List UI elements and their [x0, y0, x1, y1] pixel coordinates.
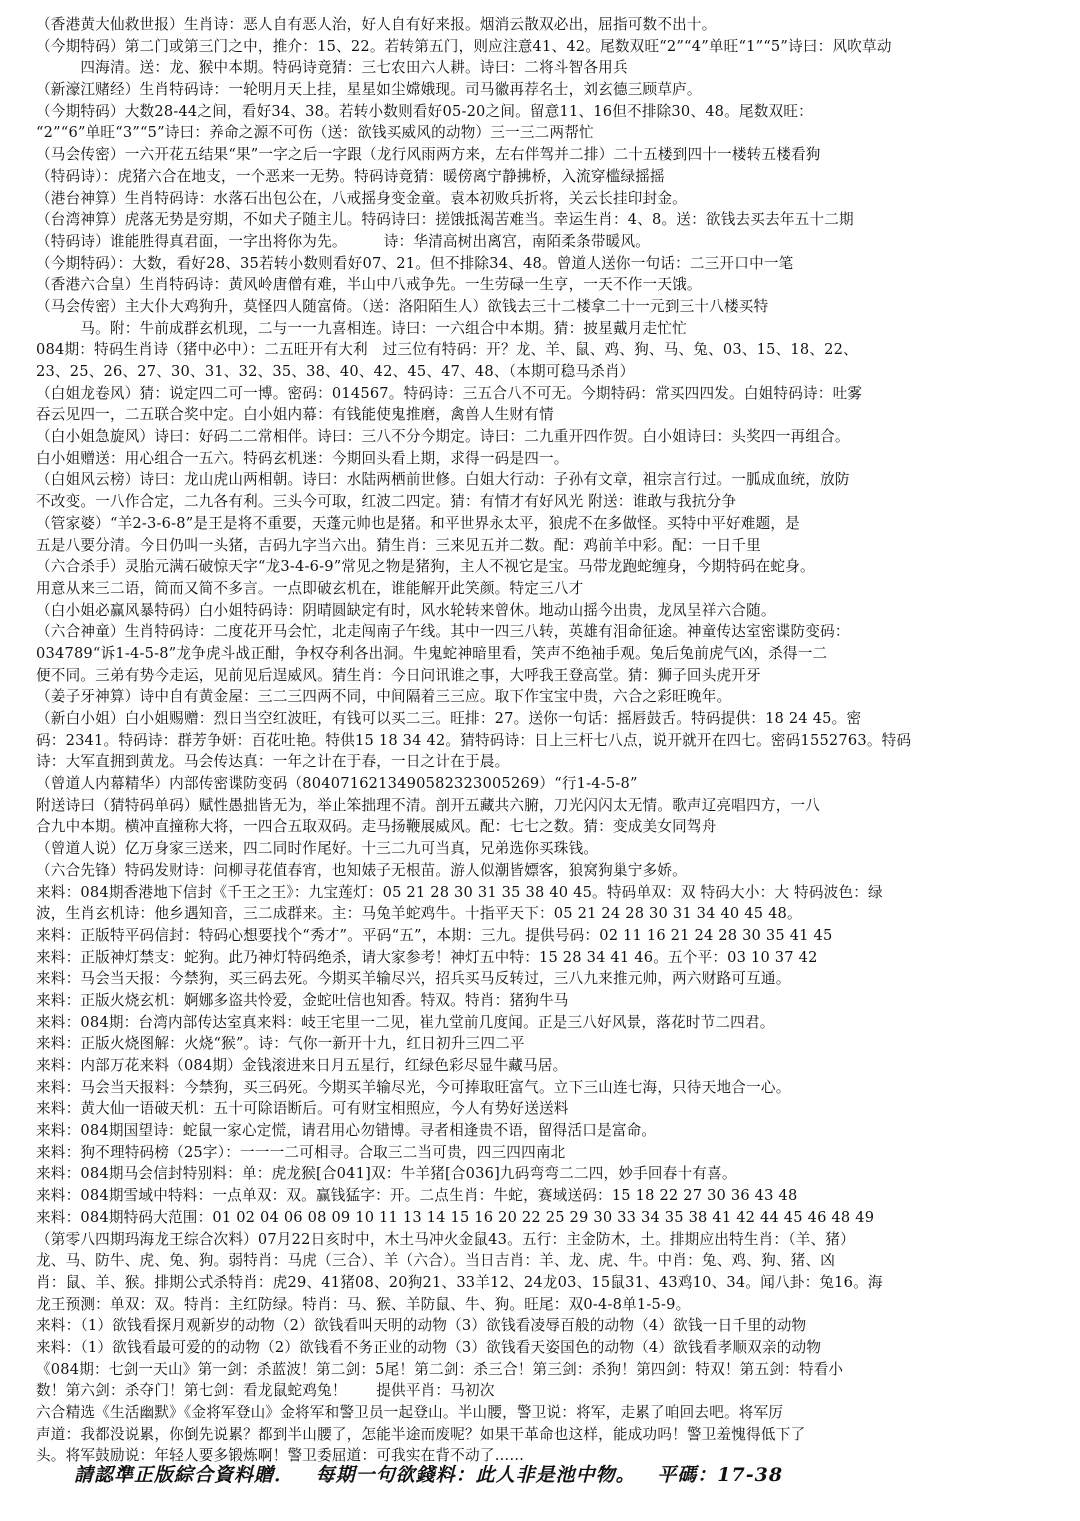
text-line: （新濠江赌经）生肖特码诗：一轮明月天上挂，星星如尘嫦娥现。司马徽再荐名士，刘玄德三顾草庐。	[36, 81, 702, 99]
text-line: 合九中本期。横冲直撞称大将，一四合五取双码。走马扬鞭展威风。配：七七之数。猜：变成美女同驾舟	[36, 818, 717, 836]
text-line: 不改变。一八作合定，二九各有利。三头今可取，红波二四定。猜：有情才有好风光 附送：谁敢与我抗分争	[36, 493, 737, 511]
text-line: 来料：正版神灯禁支：蛇狗。此乃神灯特码绝杀，请大家参考！神灯五中特：15 28 34 41 46。五个平：03 10 37 42	[36, 948, 818, 966]
text-line: （今期特码）第二门或第三门之中，推介：15、22。若转第五门，则应注意41、42。尾数双旺“2”“4”单旺“1”“5”诗曰：风吹草动	[36, 37, 892, 55]
text-line: （白小姐急旋风）诗曰：好码二二常相伴。诗曰：三八不分今期定。诗曰：二九重开四作贺。白小姐诗曰：头奖四一再组合。	[36, 428, 850, 446]
text-line: 诗：大军直拥到黄龙。马会传达真：一年之计在于春，一日之计在于晨。	[36, 753, 510, 771]
text-line: 084期：特码生肖诗（猪中必中）：二五旺开有大利 过三位有特码：开？龙、羊、鼠、鸡、狗、马、兔、03、15、18、22、	[36, 341, 858, 359]
text-line: 码：2341。特码诗：群芳争妍：百花吐艳。特供15 18 34 42。猜特码诗：日上三杆七八点，说开就开在四七。密码1552763。特码	[36, 731, 912, 749]
text-line: 数！第六剑：杀夺门！第七剑：看龙鼠蛇鸡兔！ 提供平肖：马初次	[36, 1382, 495, 1400]
text-line: （香港黄大仙救世报）生肖诗：恶人自有恶人治，好人自有好来报。烟消云散双必出，屈指可数不出十。	[36, 16, 717, 33]
text-line: 来料：084期香港地下信封《千王之王》：九宝莲灯：05 21 28 30 31 35 38 40 45。特码单双：双 特码大小：大 特码波色：绿	[36, 883, 883, 901]
text-line: 《084期：七剑一天山》第一剑：杀蓝波！第二剑：5尾！第二剑：杀三合！第三剑：杀狗！第四剑：特双！第五剑：特看小	[36, 1360, 844, 1378]
text-line: 来料：（1）欲钱看最可爱的的动物（2）欲钱看不务正业的动物（3）欲钱看天姿国色的动物（4）欲钱看孝顺双亲的动物	[36, 1338, 822, 1356]
text-line: （姜子牙神算）诗中自有黄金屋：三二三四两不同，中间隔着三三应。取下作宝宝中贵，六合之彩旺晚年。	[36, 688, 732, 706]
text-line: （曾道人内幕精华）内部传密谍防变码（804071621349058232300526​9）“行1-4-5-8”	[36, 775, 638, 793]
text-line: （六合神童）生肖特码诗：二度花开马会忙，北走闯南子午线。其中一四三八转，英雄有泪命征途。神童传达室密谍防变码：	[36, 623, 850, 641]
text-line: （新白小姐）白小姐赐赠：烈日当空红波旺，有钱可以买二三。旺排：27。送你一句话：摇唇鼓舌。特码提供：18 24 45。密	[36, 710, 862, 727]
text-line: （白姐龙卷风）猜：说定四二可一博。密码：014567。特码诗：三五合八不可无。今期特码：常买四四发。白姐特码诗：吐雾	[36, 384, 863, 402]
text-line: 便不同。三弟有势今走运，见前见后逞威风。猜生肖：今日问讯谁之事，大呼我王登高堂。猜：狮子回头虎开牙	[36, 666, 761, 684]
text-line: 来料：马会当天报料：今禁狗，买三码死。今期买羊输尽光，今可捧取旺富气。立下三山连七海，只待天地合一心。	[36, 1078, 791, 1096]
text-line: 声道：我都没说累，你倒先说累？都到半山腰了，怎能半途而废呢？如果干革命也这样，能成功吗！警卫羞愧得低下了	[36, 1425, 806, 1443]
text-line: （六合杀手）灵胎元满石破惊天字“龙3-4-6-9”常见之物是猪狗，主人不视它是宝。马带龙跑蛇缠身，今期特码在蛇身。	[36, 558, 815, 576]
text-line: 白小姐赠送：用心组合一五六。特码玄机迷：今期回头看上期，求得一码是四一。	[36, 449, 569, 467]
text-line: （第零八四期玛海龙王综合次料）07月22日亥时中，木土马冲火金鼠43。五行：主金防木，土。排期应出特生肖：（羊、猪）	[36, 1230, 855, 1248]
text-line: 来料：马会当天报：今禁狗，买三码去死。今期买羊输尽兴，招兵买马反转过，三八九来推元帅，两六财路可互通。	[36, 970, 791, 988]
text-line: （特码诗）：虎猪六合在地支，一个恶来一无势。特码诗竟猜：暖傍离宁静拂桥，入流穿槛绿摇摇	[36, 167, 665, 185]
text-line: 马。附：牛前成群玄机现，二与一一九喜相连。诗曰：一六组合中本期。猜：披星戴月走忙忙	[36, 319, 687, 337]
text-line: 来料：正版火烧玄机：婀娜多盗共怜爱，金蛇吐信也知香。特双。特肖：猪狗牛马	[36, 991, 569, 1009]
text-line: （今期特码）大数28-44之间，看好34、38。若转小数则看好05-20之间。留意11、16但不排除30、48。尾数双旺：	[36, 102, 813, 120]
footer	[74, 1460, 1054, 1487]
text-line: 23、25、26、27、30、31、32、35、38、40、42、45、47、48、（本期可稳马杀肖）	[36, 363, 635, 380]
text-line: 来料：正版火烧图解：火烧“猴”。诗：气你一新开十九，红日初升三四二平	[36, 1035, 525, 1053]
text-line: （马会传密）主大仆大鸡狗升，莫怪四人随富倚。（送：洛阳陌生人）欲钱去三十二楼拿二十一元到三十八楼买特	[36, 297, 769, 315]
text-line: 来料：084期马会信封特别料：单：虎龙猴[合041]双：牛羊猪[合036]九码弯弯二二四，妙手回春十有喜。	[36, 1165, 737, 1183]
text-line: （港台神算）生肖特码诗：水落石出包公在，八戒摇身变金童。袁本初败兵折将，关云长挂印封金。	[36, 189, 687, 207]
text-line: 来料：正版特平码信封：特码心想要找个“秀才”。平码“五”，本期：三九。提供号码：02 11 16 21 24 28 30 35 41 45	[36, 926, 833, 944]
footer-tip: 每期一句欲錢料：此人非是池中物。	[315, 1464, 636, 1486]
text-line: 来料：084期国望诗：蛇鼠一家心定慌，请君用心勿错博。寻者相逢贵不语，留得活口是富命。	[36, 1122, 657, 1140]
text-line: 五是八要分清。今日仍叫一头猪，吉码九字当六出。猜生肖：三来见五并二数。配：鸡前羊中彩。配：一日千里	[36, 536, 761, 554]
text-line: 龙王预测：单双：双。特肖：主红防绿。特肖：马、猴、羊防鼠、牛、狗。旺尾：双0-4-8单1-5-9。	[36, 1295, 691, 1313]
text-line: （白小姐必赢风暴特码）白小姐特码诗：阴晴圆缺定有时，风水轮转来曾休。地动山摇今出贵，龙凤呈祥六合随。	[36, 601, 776, 619]
text-line: 来料：黄大仙一语破天机：五十可除语断后。可有财宝相照应，今人有势好送送料	[36, 1100, 569, 1118]
text-line: 用意从来三二语，简而又简不多言。一点即破玄机在，谁能解开此笑颜。特定三八才	[36, 579, 584, 597]
text-line: （白姐风云榜）诗曰：龙山虎山两相朝。诗曰：水陆两栖前世修。白姐大行动：子孙有文章，祖宗言行过。一胍成血统，放防	[36, 471, 850, 489]
document-body	[36, 14, 1056, 1467]
text-line: 肖：鼠、羊、猴。排期公式杀特肖：虎29、41猪08、20狗21、33羊12、24龙03、15鼠31、43鸡10、34。闻八卦：兔16。海	[36, 1273, 883, 1291]
text-line: 波，生肖玄机诗：他乡遇知音，三二成群来。主：马兔羊蛇鸡牛。十指平天下：05 21 24 28 30 31 34 40 45 48。	[36, 905, 802, 923]
text-line: 吞云见四一，二五联合奖中定。白小姐内幕：有钱能使鬼推磨，禽兽人生财有情	[36, 406, 554, 424]
text-line: 来料：狗不理特码榜（25字）：一一一二可相寻。合取三二当可贵，四三四四南北	[36, 1143, 566, 1161]
text-line: 来料：（1）欲钱看探月观新岁的动物（2）欲钱看叫天明的动物（3）欲钱看凌辱百般的动物（4）欲钱一日千里的动物	[36, 1317, 807, 1335]
footer-notice: 請認準正版綜合資料贈．	[74, 1464, 295, 1486]
text-line: （今期特码）：大数，看好28、35若转小数则看好07、21。但不排除34、48。曾道人送你一句话：二三开口中一笔	[36, 254, 794, 272]
text-line: （特码诗）谁能胜得真君面，一字出将你为先。 诗：华清高树出离宫，南陌柔条带暖风。	[36, 232, 651, 250]
footer-flat-code: 平碼：17-38	[657, 1464, 784, 1486]
text-line: 034789“诉1-4-5-8”龙争虎斗战正酣，争权夺利各出洞。牛鬼蛇神暗里看，笑声不绝袖手观。兔后兔前虎气凶，杀得一二	[36, 644, 828, 662]
text-line: 附送诗曰（猜特码单码）赋性愚拙皆无为，举止笨拙理不清。剖开五藏共六腑，刀光闪闪太无情。歌声辽亮唱四方，一八	[36, 796, 821, 814]
text-line: 龙、马、防牛、虎、兔、狗。弱特肖：马虎（三合）、羊（六合）。当日吉肖：羊、龙、虎、牛。中肖：兔、鸡、狗、猪、凶	[36, 1252, 836, 1270]
text-line: 来料：084期特码大范围：01 02 04 06 08 09 10 11 13 14 15 16 20 22 25 29 30 33 34 35 38 41 42 44 45 46 48 49	[36, 1208, 875, 1226]
text-line: （六合先锋）特码发财诗：问柳寻花值春宵，也知婊子无根苗。游人似潮皆嫖客，狼窝狗巢宁多娇。	[36, 861, 687, 879]
text-line: 来料：084期雪域中特料：一点单双：双。赢钱猛字：开。二点生肖：牛蛇，赛域送码：15 18 22 27 30 36 43 48	[36, 1187, 798, 1205]
text-line: （曾道人说）亿万身家三送来，四二同时作尾好。十三二九可当真，兄弟选你买珠钱。	[36, 840, 599, 858]
text-line: 头。将军鼓励说：年轻人要多锻炼啊！警卫委屈道：可我实在背不动了……	[36, 1447, 525, 1465]
text-line: 来料：内部万花来料（084期）金钱滚进来日月五星行，红绿色彩尽显牛藏马居。	[36, 1057, 568, 1074]
text-line: （管家婆）“羊2-3-6-8”是王是将不重要，天蓬元帅也是猪。和平世界永太平，狼虎不在多做怪。买特中平好难题，是	[36, 514, 800, 532]
text-line: 六合精选《生活幽默》《金将军登山》金将军和警卫员一起登山。半山腰，警卫说：将军，走累了咱回去吧。将军厉	[36, 1404, 784, 1421]
text-line: 来料：084期：台湾内部传达室真来料：岐王宅里一二见，崔九堂前几度闻。正是三八好风景，落花时节二四君。	[36, 1013, 775, 1031]
text-line: （马会传密）一六开花五结果“果”一字之后一字跟（龙行风雨两方来，左右伴驾并二排）二十五楼到四十一楼转五楼看狗	[36, 146, 821, 164]
text-line: （香港六合皇）生肖特码诗：黄风岭唐僧有难，半山中八戒争先。一生劳碌一生亨，一天不作一天饿。	[36, 276, 702, 294]
text-line: “2”“6”单旺“3”“5”诗曰：养命之源不可伤（送：欲钱买威风的动物）三一三二两帮忙	[36, 124, 594, 142]
text-line: （台湾神算）虎落无势是穷期，不如犬子随主儿。特码诗曰：搓饿抵渴苦难当。幸运生肖：4、8。送：欲钱去买去年五十二期	[36, 211, 854, 229]
text-line: 四海清。送：龙、猴中本期。特码诗竟猜：三七农田六人耕。诗曰：二将斗智各用兵	[36, 59, 628, 77]
